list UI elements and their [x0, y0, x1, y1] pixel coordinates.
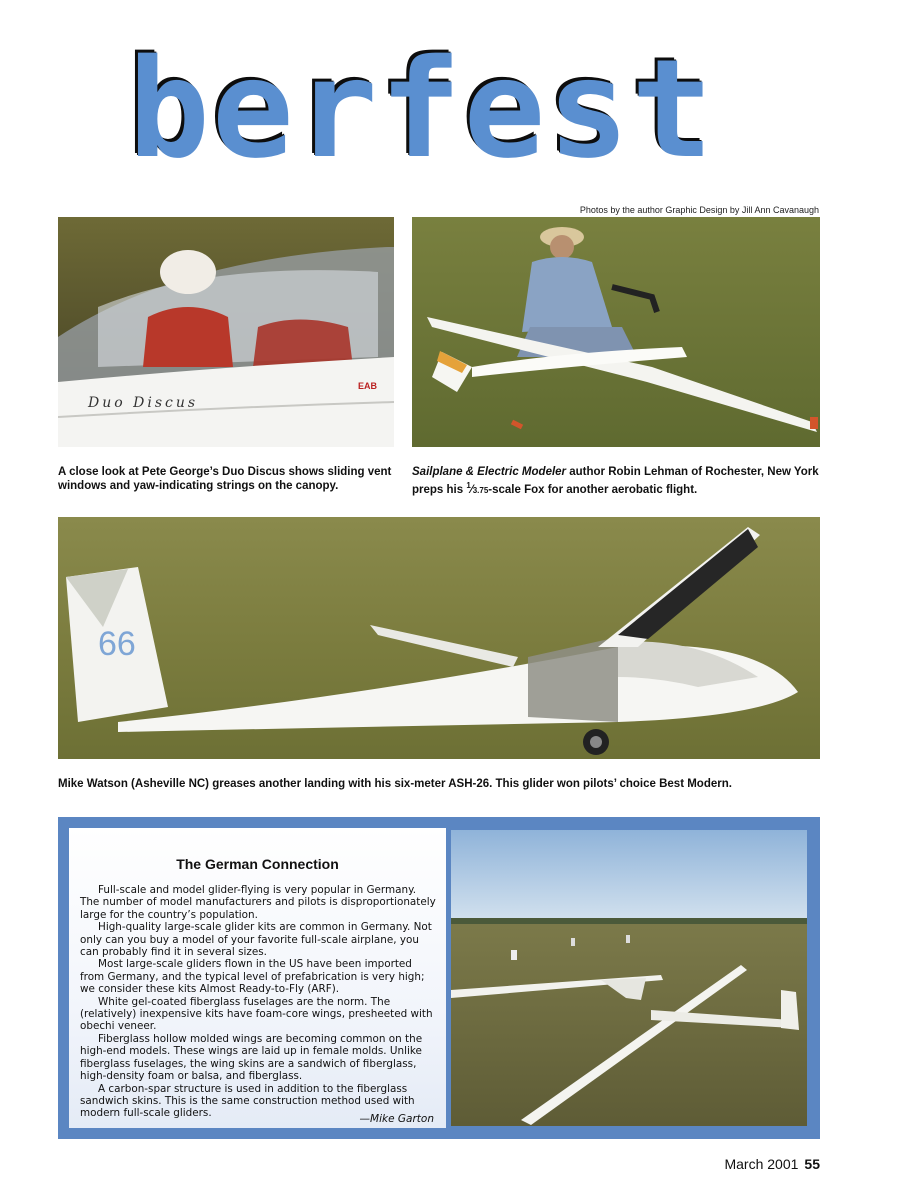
issue-date: March 2001	[724, 1156, 799, 1172]
sidebar-paragraph: High-quality large-scale glider kits are common in Germany. Not only can you buy a model of your favorite full-scale airplane, you can probably find it in several sizes.	[80, 921, 432, 959]
sidebar-paragraph: Fiberglass hollow molded wings are becoming common on the high-end models. These wings are laid up in female molds. Unlike fiberglass fuselages, the wing skins are a sandwich of fiberglass, high-density foam or balsa, and fiberglass.	[80, 1032, 423, 1083]
sidebar-paragraph: A carbon-spar structure is used in addition to the fiberglass sandwich skins. This is the same construction method used with modern full-scale gliders.	[80, 1082, 415, 1120]
caption-fox-publication: Sailplane & Electric Modeler	[412, 466, 567, 478]
sidebar-paragraph: White gel-coated fiberglass fuselages are the norm. The (relatively) inexpensive kits have foam-core wings, presheeted with obechi veneer.	[80, 995, 433, 1033]
caption-fox-frac-num: 1	[466, 481, 471, 490]
page-number: 55	[804, 1156, 820, 1172]
sidebar-title: The German Connection	[176, 856, 339, 872]
caption-ash26: Mike Watson (Asheville NC) greases another landing with his six-meter ASH-26. This glider won pilots’ choice Best Modern.	[58, 778, 732, 790]
photo-credits: Photos by the author Graphic Design by Jill Ann Cavanaugh	[579, 205, 819, 215]
sidebar-paragraph: Most large-scale gliders flown in the US have been imported from Germany, and the typical level of prefabrication is very high; we consider these kits Almost Ready-to-Fly (ARF).	[80, 958, 425, 996]
photo-german-field	[451, 830, 807, 1126]
ash26-tail-number: 66	[98, 625, 136, 663]
photo-ash26	[58, 517, 820, 759]
caption-fox-frac-den: 3.75	[472, 485, 489, 495]
page-footer	[724, 1156, 820, 1172]
sidebar-text-panel	[69, 828, 446, 1128]
sidebar-signature: —Mike Garton	[359, 1113, 434, 1125]
caption-fox-pre: author Robin Lehman of Rochester, New York preps his	[412, 466, 819, 496]
duo-discus-nose-text: EAB	[358, 381, 378, 391]
sidebar-body	[80, 884, 436, 1120]
photo-fox	[412, 217, 820, 447]
duo-discus-fuselage-text: Duo Discus	[88, 395, 199, 411]
photo-duo-discus	[58, 217, 394, 447]
sidebar-paragraph: Full-scale and model glider-flying is very popular in Germany. The number of model manufacturers and pilots is disproportionately large for the country’s population.	[80, 884, 436, 921]
headline-title: berfest	[128, 31, 716, 189]
caption-duo-discus: A close look at Pete George’s Duo Discus shows sliding vent windows and yaw-indicating strings on the canopy.	[58, 466, 392, 492]
caption-fox-post: -scale Fox for another aerobatic flight.	[488, 483, 698, 496]
caption-fox: Sailplane & Electric Modeler author Robin Lehman of Rochester, New York preps his $^1$⁄3.75-scale Fox for another aerobatic flight.	[412, 466, 819, 496]
sidebar-german-connection	[58, 817, 820, 1139]
